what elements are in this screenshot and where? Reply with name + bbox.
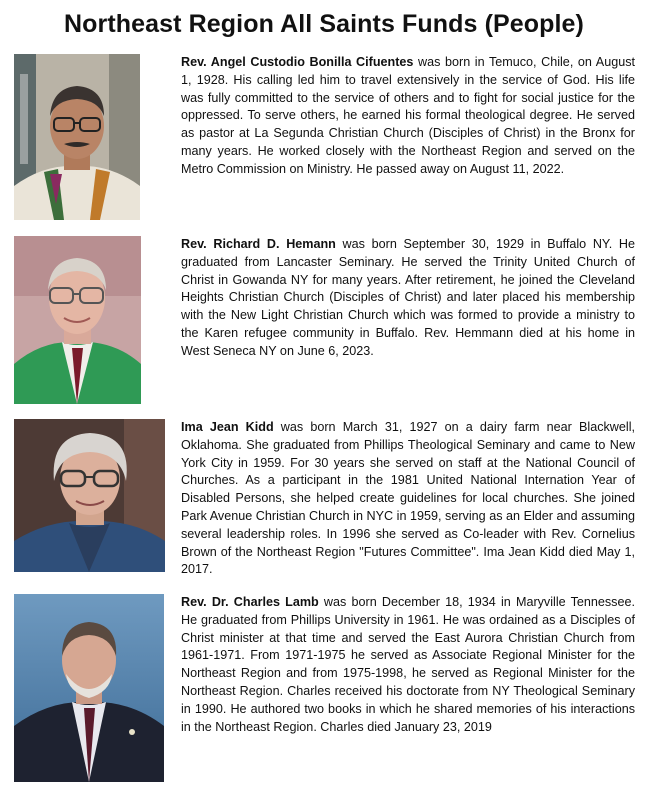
person-bio-text: was born in Temuco, Chile, on August 1, 1928. His calling led him to travel extensively in the service of God. His life was fully committed to the service of others and to fight for social justice for the oppressed. To serve others, he earned his formal theological degree. He served as pastor at La Segunda Christian Church (Disciples of Christ) in the Bronx for many years. He worked closely with the Northeast Region and served on the Metro Commission on Ministry. He passed away on August 11, 2022. <box>181 55 635 176</box>
person-name: Ima Jean Kidd <box>181 420 274 434</box>
portrait-photo <box>14 419 165 572</box>
person-bio <box>181 594 635 736</box>
page-title: Northeast Region All Saints Funds (People) <box>64 10 584 38</box>
person-bio-text: was born December 18, 1934 in Maryville Tennessee. He graduated from Phillips University in 1961. He was ordained as a Disciples of Christ minister at that time and served the East Aurora Christian Church from 1961-1971. From 1971-1975 he served as Associate Regional Minister for the Northeast Region and from 1975-1998, he served as Regional Minister for the Northeast Region. Charles received his doctorate from NY Theological Seminary in 1990. He authored two books in which he shared memories of his interactions in the Northeast Region. Charles died January 23, 2019 <box>181 595 635 734</box>
person-name: Rev. Angel Custodio Bonilla Cifuentes <box>181 55 414 69</box>
person-name: Rev. Dr. Charles Lamb <box>181 595 319 609</box>
person-bio <box>181 236 635 361</box>
person-name: Rev. Richard D. Hemann <box>181 237 336 251</box>
person-bio <box>181 419 635 579</box>
person-bio-text: was born September 30, 1929 in Buffalo NY. He graduated from Lancaster Seminary. He served the Trinity United Church of Christ in Gowanda NY for many years. After retirement, he joined the Cleveland Heights Christian Church (Disciples of Christ) and later placed his membership with the New Light Christian Church which was formed to provide a ministry to the Karen refugee community in Buffalo. Rev. Hemmann died at his home in West Seneca NY on June 6, 2023. <box>181 237 635 358</box>
portrait-photo <box>14 594 164 782</box>
portrait-photo <box>14 236 141 404</box>
person-bio <box>181 54 635 179</box>
person-bio-text: was born March 31, 1927 on a dairy farm near Blackwell, Oklahoma. She graduated from Phillips Theological Seminary and came to New York City in 1959. For 30 years she served on staff at the National Council of Churches. As a participant in the 1981 United National Internation Year of Disabled Persons, she helped create guidelines for local churches. She joined Park Avenue Christian Church in NYC in 1959, serving as an Elder and assuming several leadership roles. In 1996 she served as Co-leader with Rev. Cornelius Brown of the Northeast Region "Futures Committee". Ima Jean Kidd died May 1, 2017. <box>181 420 635 577</box>
portrait-photo <box>14 54 140 220</box>
